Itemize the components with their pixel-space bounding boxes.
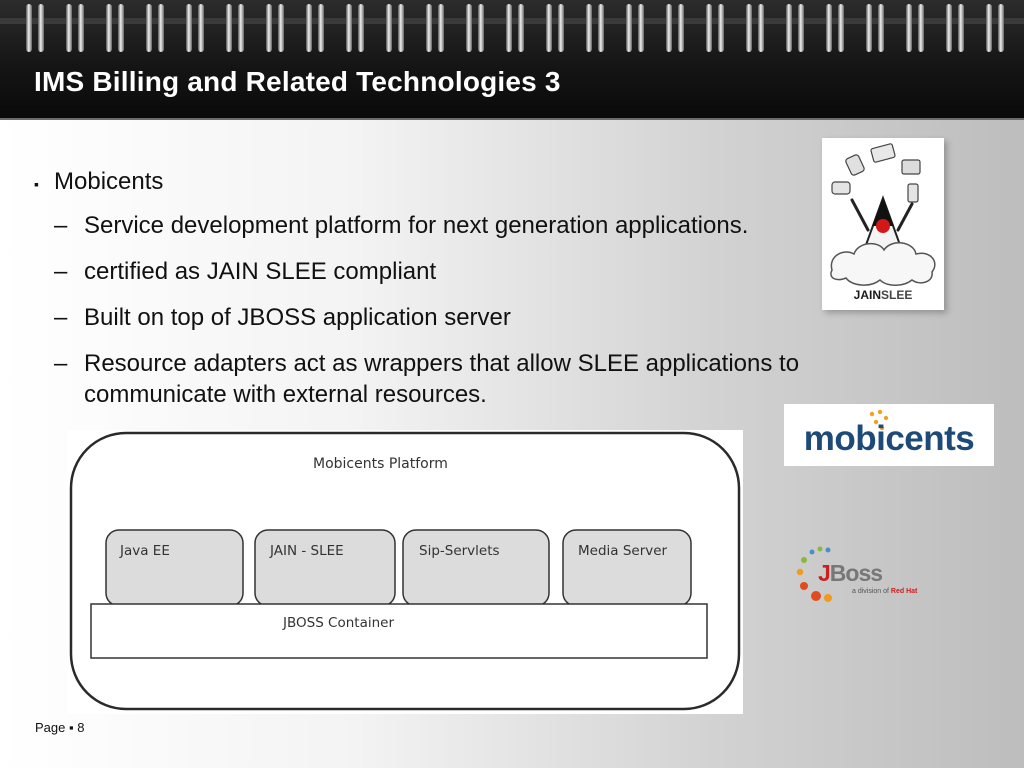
mobicents-wordmark: mobicents — [803, 419, 975, 458]
binding-ring — [986, 4, 992, 52]
square-bullet-icon: ▪ — [34, 176, 39, 192]
dash-marker: – — [54, 304, 68, 331]
jainslee-logo-card — [822, 138, 944, 310]
binding-ring — [718, 4, 724, 52]
slide-title: IMS Billing and Related Technologies 3 — [34, 66, 561, 97]
dash-marker: – — [54, 258, 68, 285]
binding-ring — [666, 4, 672, 52]
sub-bullet-text: Resource adapters act as wrappers that allow SLEE applications to communicate with external resources. — [84, 350, 800, 408]
binding-ring — [426, 4, 432, 52]
binding-ring — [906, 4, 912, 52]
slide-header — [0, 0, 1024, 120]
binding-ring — [706, 4, 712, 52]
jboss-logo — [794, 544, 934, 608]
component-label: JAIN - SLEE — [270, 543, 344, 559]
component-label: Sip-Servlets — [419, 543, 500, 559]
sub-bullet-text: Built on top of JBOSS application server — [84, 304, 511, 331]
binding-ring — [78, 4, 84, 52]
binding-ring — [386, 4, 392, 52]
binding-ring — [346, 4, 352, 52]
page-label: Page — [35, 720, 66, 735]
page-footer — [35, 720, 84, 735]
jboss-tagline — [852, 588, 917, 595]
binding-ring — [438, 4, 444, 52]
binding-ring — [746, 4, 752, 52]
binding-ring — [638, 4, 644, 52]
mobicents-logo — [784, 404, 994, 466]
jain-text: JAIN — [853, 288, 881, 302]
binding-ring — [226, 4, 232, 52]
binding-ring — [318, 4, 324, 52]
binding-ring — [466, 4, 472, 52]
component-box-jain-slee — [255, 530, 395, 606]
sub-bullet-item — [54, 348, 864, 410]
slee-text: SLEE — [881, 288, 913, 302]
binding-ring — [38, 4, 44, 52]
binding-ring — [306, 4, 312, 52]
binding-ring — [558, 4, 564, 52]
binding-ring — [958, 4, 964, 52]
spiral-binding-graphic — [0, 0, 1024, 60]
binding-ring — [878, 4, 884, 52]
binding-ring — [946, 4, 952, 52]
redhat-text: Red Hat — [890, 588, 918, 595]
container-label: JBOSS Container — [283, 615, 395, 631]
sub-bullet-item — [54, 256, 864, 287]
sub-bullet-item — [54, 210, 864, 241]
binding-ring — [26, 4, 32, 52]
sub-bullet-text: certified as JAIN SLEE compliant — [84, 258, 437, 285]
binding-ring — [918, 4, 924, 52]
slide-body — [34, 168, 864, 425]
binding-ring — [278, 4, 284, 52]
binding-ring — [398, 4, 404, 52]
binding-ring — [826, 4, 832, 52]
page-separator: ▪ — [69, 720, 74, 735]
platform-label: Mobicents Platform — [313, 456, 448, 472]
component-box-media-server — [563, 530, 691, 606]
binding-ring — [66, 4, 72, 52]
binding-ring — [586, 4, 592, 52]
binding-ring — [626, 4, 632, 52]
jainslee-wordmark — [822, 288, 944, 302]
binding-ring — [838, 4, 844, 52]
binding-ring — [146, 4, 152, 52]
sub-bullet-text: Service development platform for next generation applications. — [84, 212, 749, 239]
binding-ring — [358, 4, 364, 52]
binding-ring — [266, 4, 272, 52]
component-label: Java EE — [120, 543, 170, 559]
component-box-sip-servlets — [403, 530, 549, 606]
binding-ring — [998, 4, 1004, 52]
binding-ring — [786, 4, 792, 52]
jboss-boss-text: Boss — [829, 560, 883, 586]
mobicents-platform-diagram — [67, 430, 743, 714]
binding-ring — [518, 4, 524, 52]
jboss-j-letter: J — [818, 560, 830, 586]
binding-ring — [506, 4, 512, 52]
page-number: 8 — [77, 720, 85, 735]
binding-ring — [866, 4, 872, 52]
binding-ring — [198, 4, 204, 52]
bullet-item — [34, 168, 864, 196]
binding-ring — [546, 4, 552, 52]
binding-ring — [758, 4, 764, 52]
dash-marker: – — [54, 350, 68, 377]
sub-bullet-item — [54, 302, 864, 333]
binding-ring — [798, 4, 804, 52]
binding-ring — [106, 4, 112, 52]
component-label: Media Server — [578, 543, 668, 559]
jainslee-mascot-illustration — [822, 138, 944, 310]
binding-ring — [158, 4, 164, 52]
jboss-container-box — [91, 604, 707, 658]
bullet-text: Mobicents — [54, 168, 164, 195]
component-box-java-ee — [106, 530, 243, 606]
binding-ring — [118, 4, 124, 52]
division-text: a division of — [852, 588, 889, 595]
binding-ring — [186, 4, 192, 52]
dash-marker: – — [54, 212, 68, 239]
binding-ring — [238, 4, 244, 52]
binding-ring — [598, 4, 604, 52]
binding-ring — [678, 4, 684, 52]
binding-ring — [478, 4, 484, 52]
jboss-wordmark — [818, 560, 882, 587]
